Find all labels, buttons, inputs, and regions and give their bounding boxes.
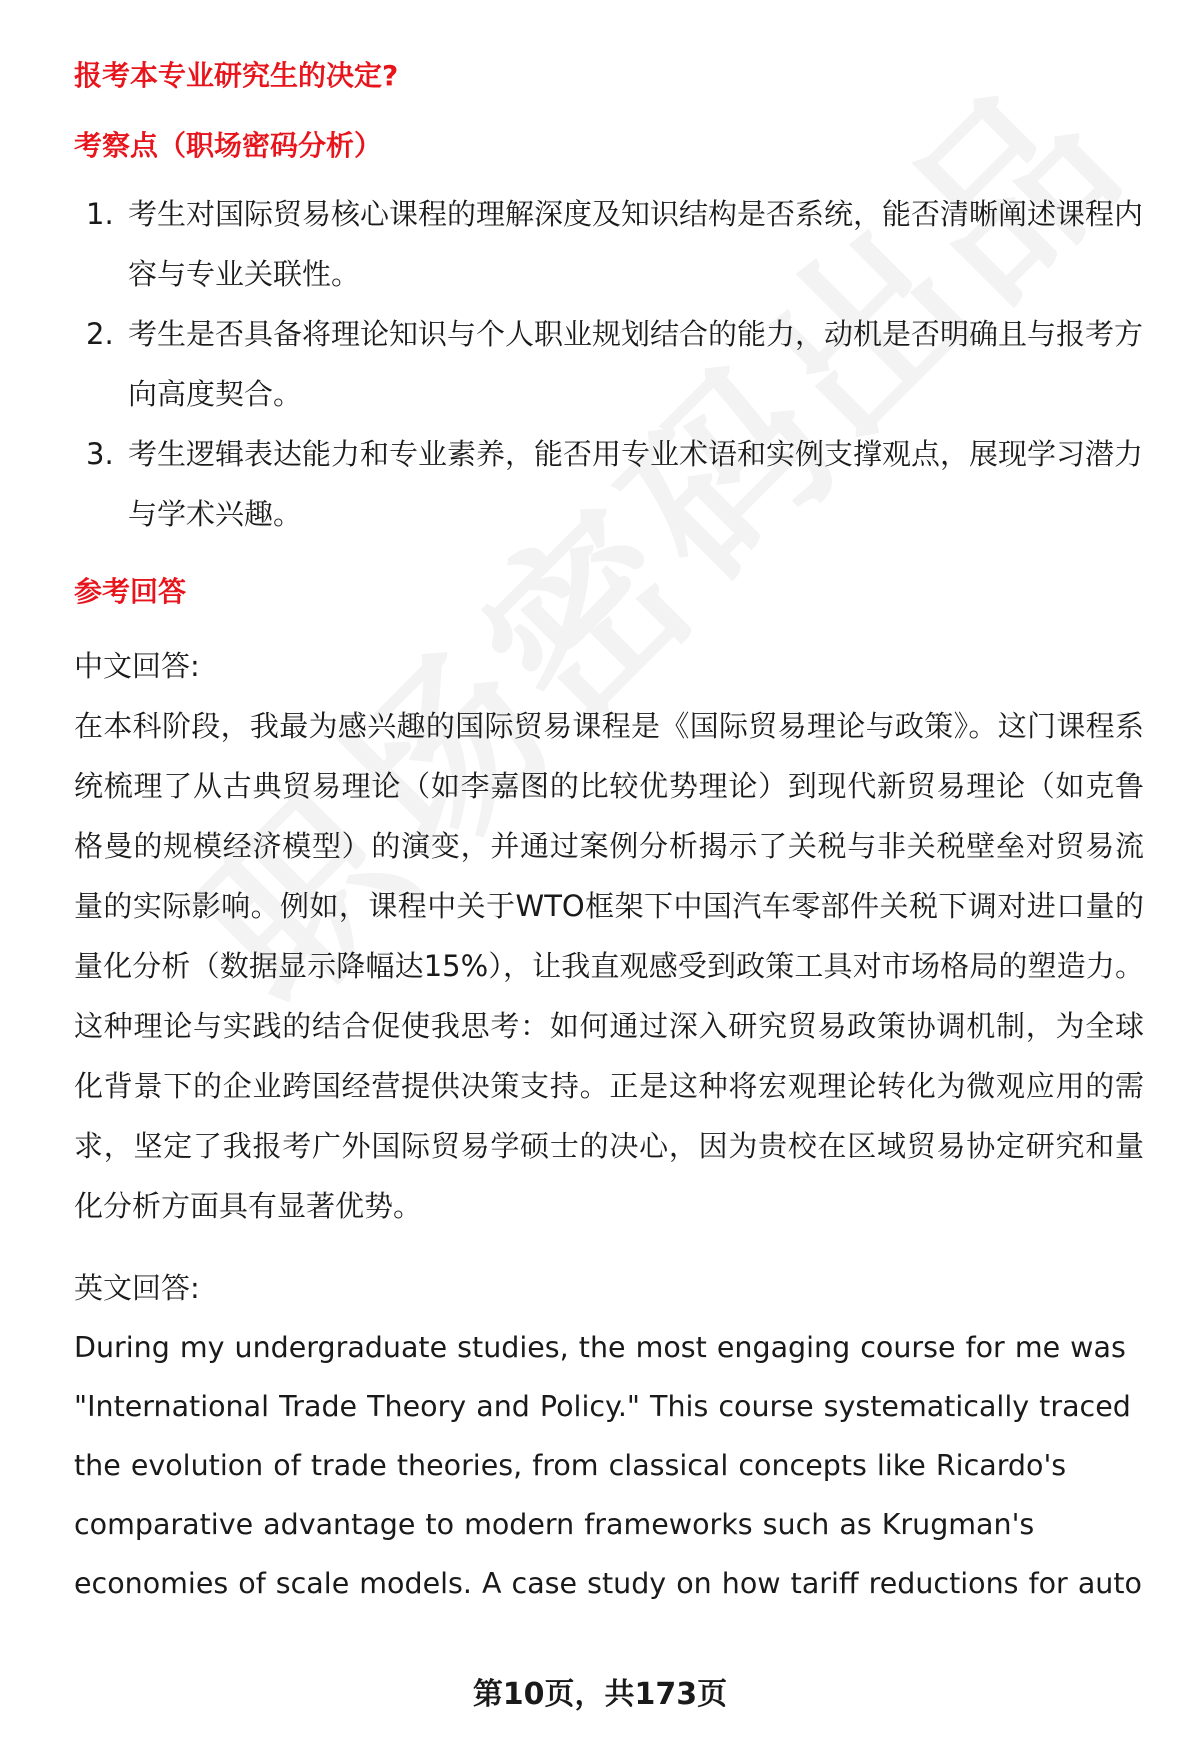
list-item-text: 考生逻辑表达能力和专业素养，能否用专业术语和实例支撑观点，展现学习潜力与学术兴趣。 [128,437,1144,531]
english-answer-line: the evolution of trade theories, from classical concepts like Ricardo's [74,1449,1067,1482]
content [74,52,1144,1613]
list-item [74,424,1144,544]
points-list [74,184,1144,544]
page-footer: 第10页，共173页 [472,1677,728,1712]
english-answer-line: During my undergraduate studies, the most engaging course for me was [74,1331,1126,1364]
list-item-text: 考生是否具备将理论知识与个人职业规划结合的能力，动机是否明确且与报考方向高度契合。 [128,317,1144,411]
chinese-answer-label: 中文回答: [74,649,200,683]
english-answer-line: economies of scale models. A case study on how tariff reductions for auto [74,1567,1142,1600]
english-answer-line: comparative advantage to modern frameworks such as Krugman's [74,1508,1035,1541]
list-item-text: 考生对国际贸易核心课程的理解深度及知识结构是否系统，能否清晰阐述课程内容与专业关联性。 [128,197,1144,291]
answer-title: 参考回答 [74,575,187,608]
list-number: 2. [86,317,114,351]
list-item [74,304,1144,424]
list-item [74,184,1144,304]
chinese-answer-text: 在本科阶段，我最为感兴趣的国际贸易课程是《国际贸易理论与政策》。这门课程系统梳理了从古典贸易理论（如李嘉图的比较优势理论）到现代新贸易理论（如克鲁格曼的规模经济模型）的演变，并通过案例分析揭示了关税与非关税壁垒对贸易流量的实际影响。例如，课程中关于WTO框架下中国汽车零部件关税下调对进口量的量化分析（数据显示降幅达15%），让我直观感受到政策工具对市场格局的塑造力。这种理论与实践的结合促使我思考：如何通过深入研究贸易政策协调机制，为全球化背景下的企业跨国经营提供决策支持。正是这种将宏观理论转化为微观应用的需求，坚定了我报考广外国际贸易学硕士的决心，因为贵校在区域贸易协定研究和量化分析方面具有显著优势。 [74,709,1144,1223]
english-answer-label: 英文回答: [74,1271,200,1305]
points-title: 考察点（职场密码分析） [74,129,383,162]
english-answer-line: "International Trade Theory and Policy." This course systematically traced [74,1390,1131,1423]
section-gap [74,1236,1144,1258]
question-title: 报考本专业研究生的决定? [74,59,399,92]
list-number: 3. [86,437,114,471]
list-number: 1. [86,197,114,231]
